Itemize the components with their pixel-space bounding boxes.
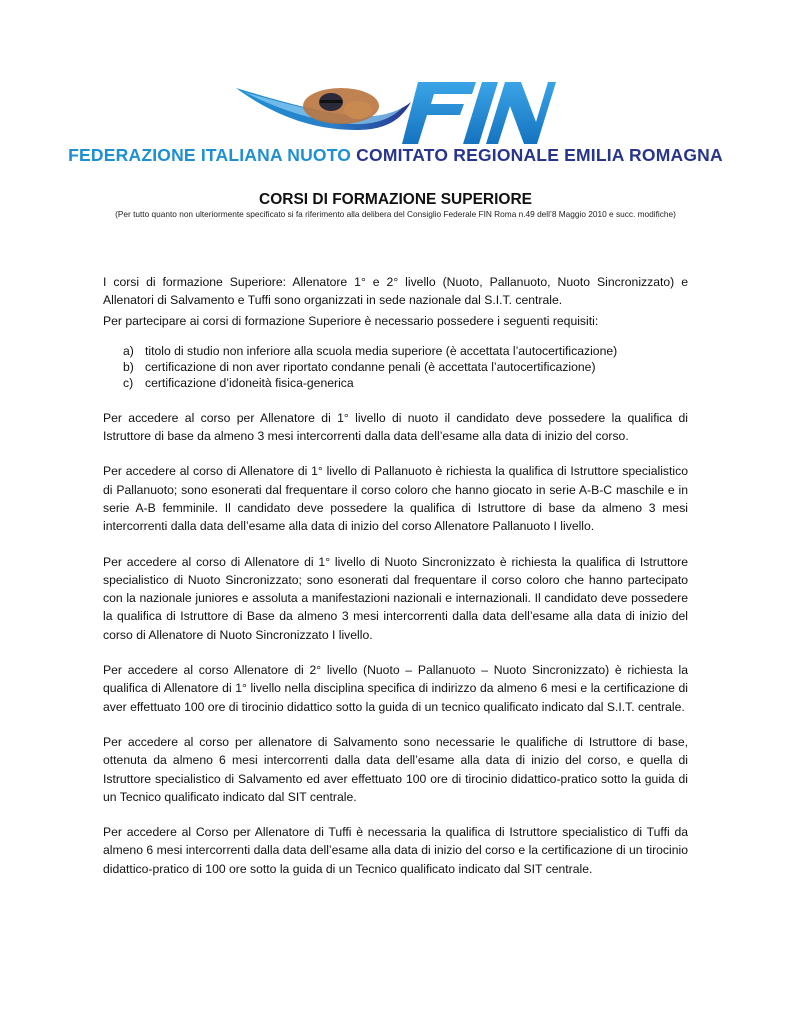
- list-marker: c): [123, 376, 134, 391]
- committee-name: COMITATO REGIONALE EMILIA ROMAGNA: [356, 145, 723, 165]
- paragraph-allenatore-2-livello: Per accedere al corso Allenatore di 2° livello (Nuoto – Pallanuoto – Nuoto Sincronizzato) è richiesta la qualifica di Allenatore di 1° livello nella disciplina specifica di indirizzo da almeno 6 mesi e la certificazione di aver effettuato 100 ore di tirocinio didattico sotto la guida di un tecnico qualificato indicato dal S.I.T. centrale.: [103, 663, 688, 714]
- list-item: [103, 375, 688, 391]
- document-title: CORSI DI FORMAZIONE SUPERIORE: [259, 191, 532, 208]
- organization-name: [0, 145, 791, 166]
- requirements-intro: Per partecipare ai corsi di formazione Superiore è necessario possedere i seguenti requisiti:: [103, 313, 599, 328]
- paragraph-allenatore-sincronizzato-1: Per accedere al corso di Allenatore di 1° livello di Nuoto Sincronizzato è richiesta la qualifica di Istruttore specialistico di Nuoto Sincronizzato; sono esonerati dal frequentare il corso coloro che hanno partecipato con la nazionale juniores e assoluta a manifestazioni nazionali e internazionali. Il candidato deve possedere la qualifica di Istruttore di Base da almeno 3 mesi intercorrenti dalla data dell’esame alla data di inizio del corso di Allenatore di Nuoto Sincronizzato I livello.: [103, 554, 688, 642]
- list-item-text: certificazione d’idoneità fisica-generica: [145, 376, 354, 391]
- document-subtitle: (Per tutto quanto non ulteriormente specificato si fa riferimento alla delibera del Consiglio Federale FIN Roma n.49 dell’8 Maggio 2010 e succ. modifiche): [115, 209, 676, 219]
- list-marker: b): [123, 360, 134, 375]
- list-item: [103, 359, 688, 375]
- list-item-text: titolo di studio non inferiore alla scuola media superiore (è accettata l’autocertificazione): [145, 343, 618, 358]
- logo-letter-f: [402, 82, 476, 144]
- paragraph-allenatore-nuoto-1: Per accedere al corso per Allenatore di 1° livello di nuoto il candidato deve possedere la qualifica di Istruttore di base da almeno 3 mesi intercorrenti dalla data dell’esame alla data di inizio del corso.: [103, 410, 688, 444]
- logo-letter-n: [486, 82, 556, 144]
- paragraph-allenatore-pallanuoto-1: Per accedere al corso di Allenatore di 1° livello di Pallanuoto è richiesta la qualifica di Istruttore specialistico di Pallanuoto; sono esonerati dal frequentare il corso coloro che hanno giocato in serie A-B-C maschile e in serie A-B femminile. Il candidato deve possedere la qualifica di Istruttore di base da almeno 3 mesi intercorrenti dalla data dell’esame alla data di inizio del corso Allenatore Pallanuoto I livello.: [103, 464, 688, 534]
- intro-paragraph: I corsi di formazione Superiore: Allenatore 1° e 2° livello (Nuoto, Pallanuoto, Nuoto Sincronizzato) e Allenatori di Salvamento e Tuffi sono organizzati in sede nazionale dal S.I.T. centrale.: [103, 275, 688, 308]
- letterhead: [0, 0, 791, 170]
- list-item: [103, 343, 688, 359]
- list-marker: a): [123, 343, 134, 358]
- federation-name: FEDERAZIONE ITALIANA NUOTO: [68, 145, 352, 165]
- requirements-list: [103, 343, 688, 392]
- list-item-text: certificazione di non aver riportato condanne penali (è accettata l’autocertificazione): [145, 360, 596, 375]
- fin-logo: [236, 72, 556, 150]
- paragraph-allenatore-salvamento: Per accedere al corso per allenatore di Salvamento sono necessarie le qualifiche di Istruttore di base, ottenuta da almeno 6 mesi intercorrenti dalla data dell’esame alla data di inizio del corso, e quella di Istruttore specialistico di Salvamento ed aver effettuato 100 ore di tirocinio didattico-pratico sotto la guida di un Tecnico qualificato indicato dal SIT centrale.: [103, 734, 688, 804]
- document-body: [103, 273, 688, 878]
- paragraph-allenatore-tuffi: Per accedere al Corso per Allenatore di Tuffi è necessaria la qualifica di Istruttore specialistico di Tuffi da almeno 6 mesi intercorrenti dalla data dell’esame alla data di inizio del corso e la certificazione di un tirocinio didattico-pratico di 100 ore sotto la guida di un Tecnico qualificato indicato dal SIT centrale.: [103, 825, 688, 876]
